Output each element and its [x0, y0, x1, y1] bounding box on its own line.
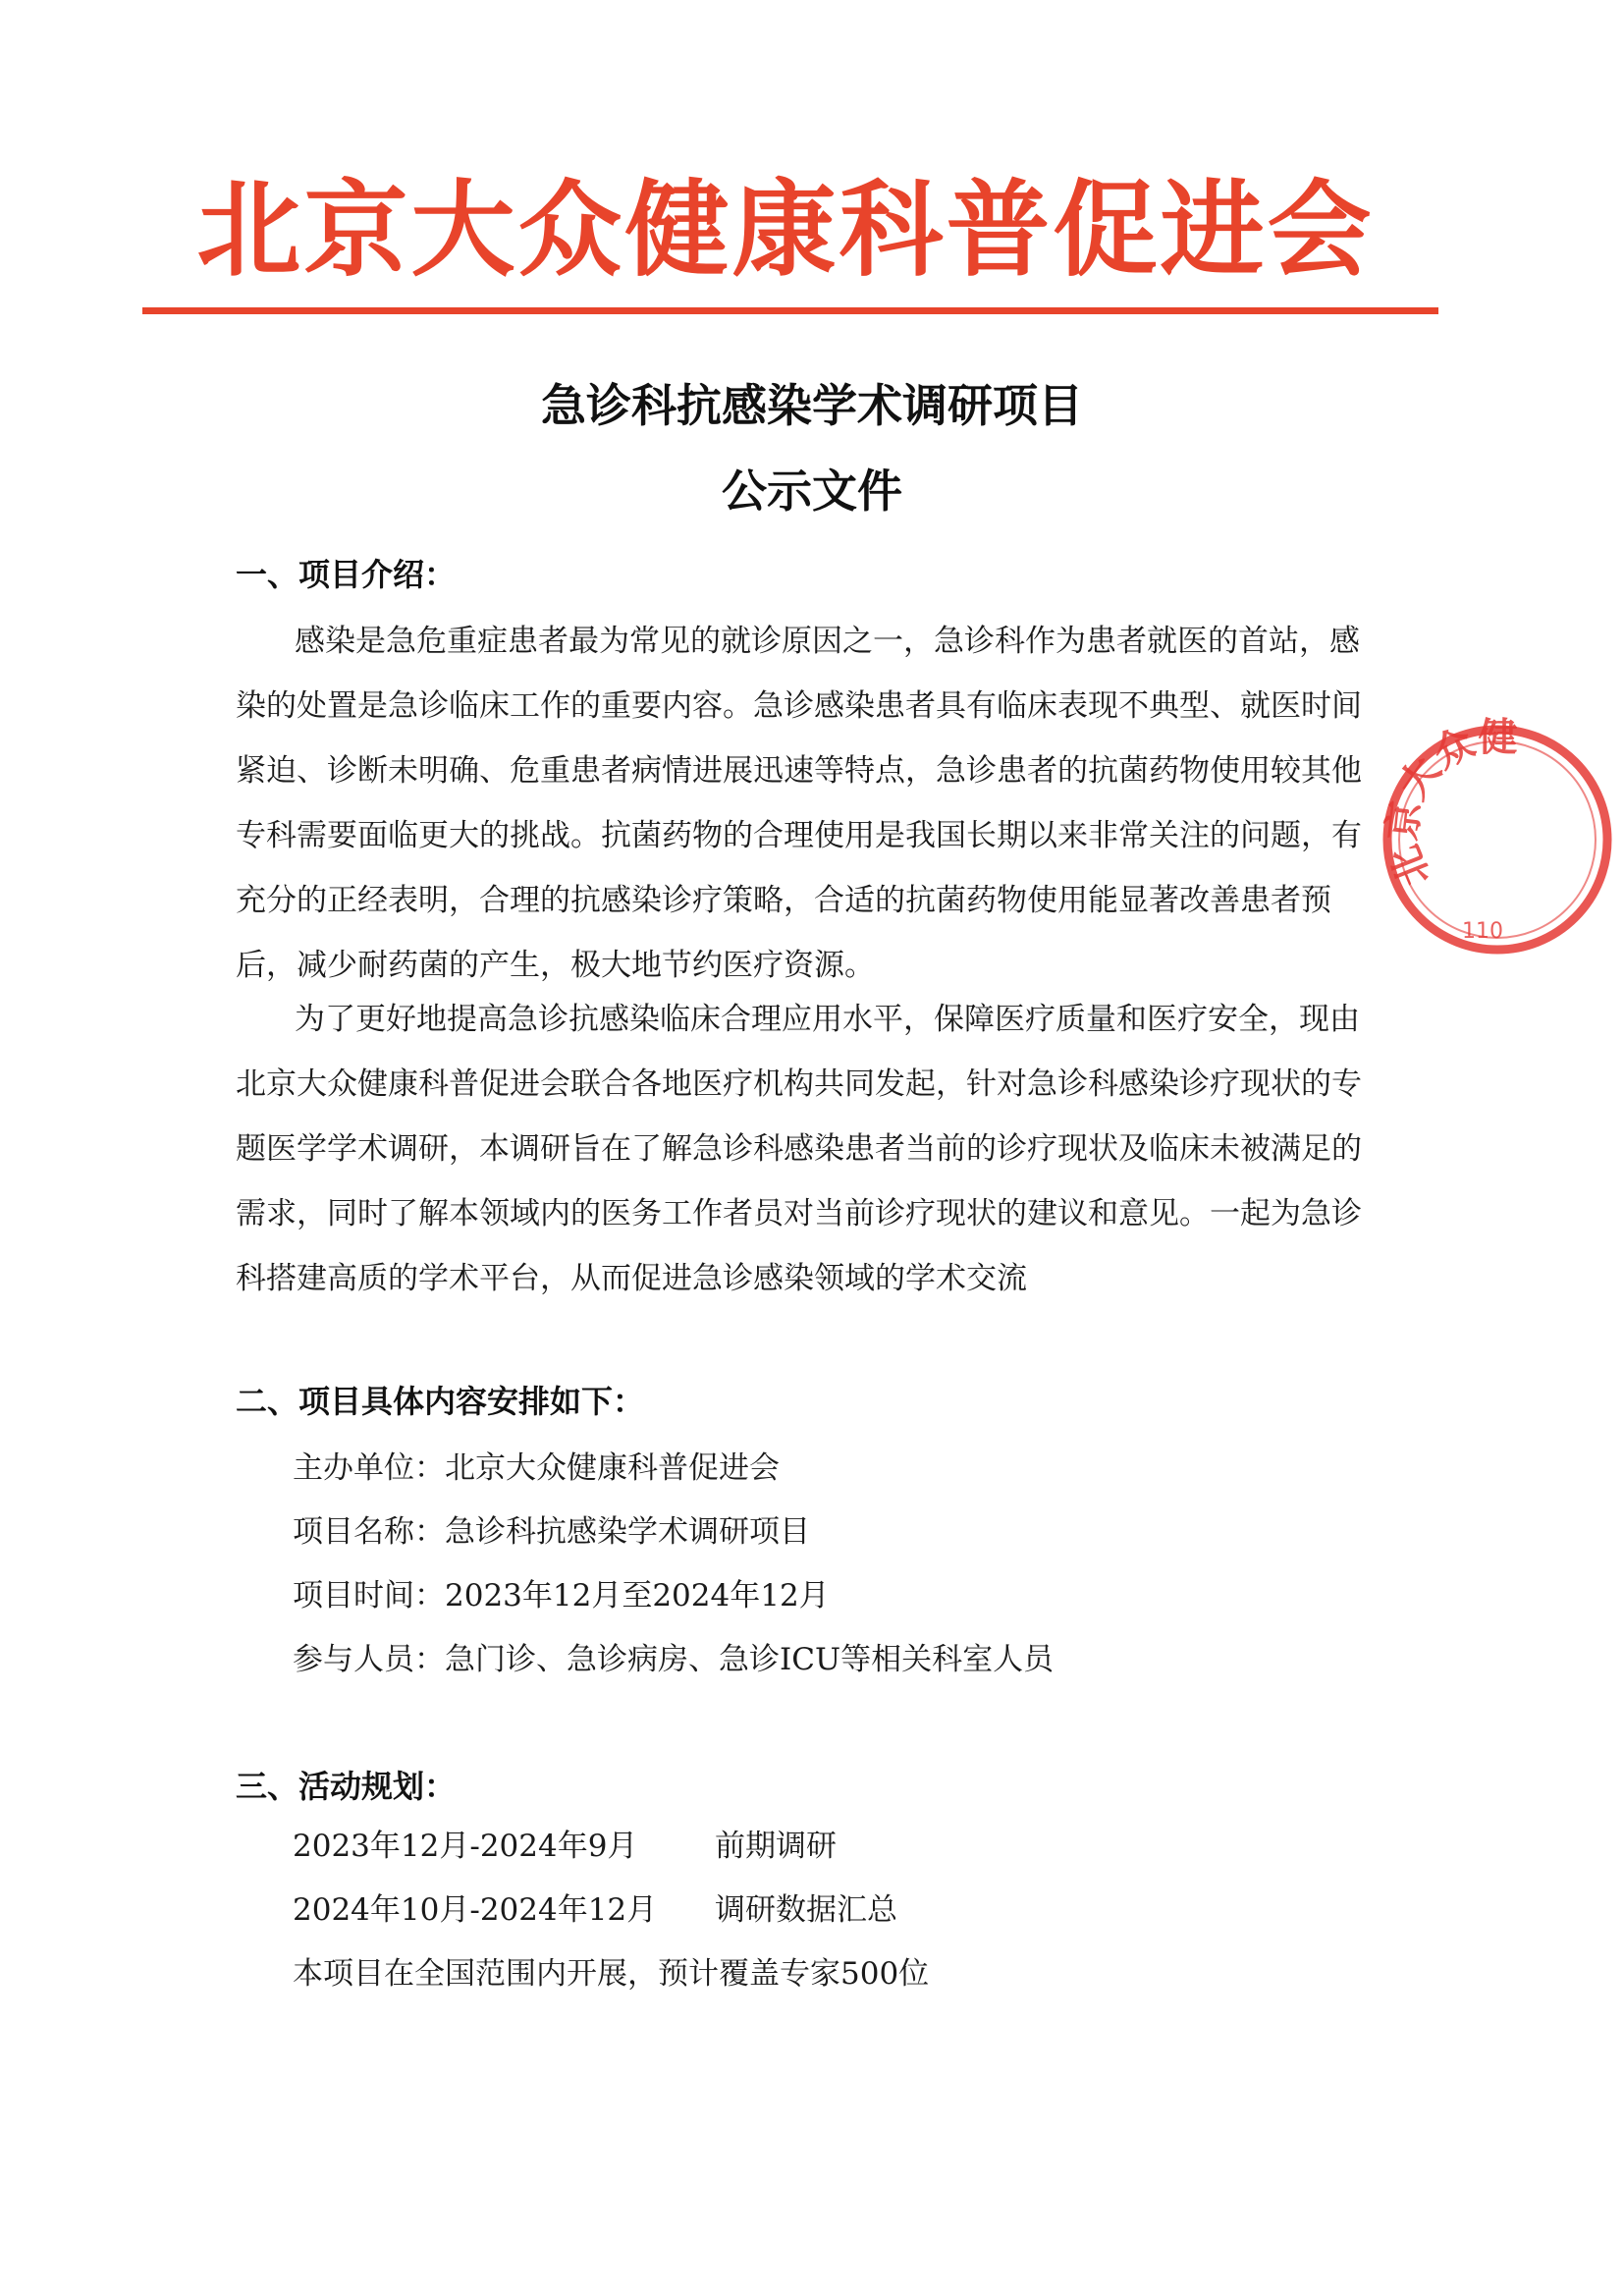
paragraph-text: 为了更好地提高急诊抗感染临床合理应用水平，保障医疗质量和医疗安全，现由北京大众健康科普促进会联合各地医疗机构共同发起，针对急诊科感染诊疗现状的专题医学学术调研，本调研旨在了解急诊科感染患者当前的诊疗现状及临床未被满足的需求，同时了解本领域内的医务工作者员对当前诊疗现状的建议和意见。一起为急诊科搭建高质的学术平台，从而促进急诊感染领域的学术交流	[236, 1002, 1362, 1296]
info-project-time: 项目时间：2023年12月至2024年12月	[293, 1578, 830, 1613]
info-participants: 参与人员：急门诊、急诊病房、急诊ICU等相关科室人员	[293, 1642, 1055, 1677]
letterhead-org-name: 北京大众健康科普促进会	[196, 170, 1375, 291]
section-1-paragraph-2	[236, 987, 1375, 1311]
info-organizer: 主办单位：北京大众健康科普促进会	[293, 1450, 780, 1486]
plan-note: 本项目在全国范围内开展，预计覆盖专家500位	[293, 1956, 930, 1992]
activity-plan	[293, 1815, 1373, 2006]
paragraph-text: 感染是急危重症患者最为常见的就诊原因之一，急诊科作为患者就医的首站，感染的处置是急诊临床工作的重要内容。急诊感染患者具有临床表现不典型、就医时间紧迫、诊断未明确、危重患者病情进展迅速等特点，急诊患者的抗菌药物使用较其他专科需要面临更大的挑战。抗菌药物的合理使用是我国长期以来非常关注的问题，有充分的正经表明，合理的抗感染诊疗策略，合适的抗菌药物使用能显著改善患者预后，减少耐药菌的产生，极大地节约医疗资源。	[236, 624, 1362, 983]
section-2-heading: 二、项目具体内容安排如下：	[236, 1383, 645, 1420]
section-1-paragraph-1	[236, 609, 1375, 998]
document-subtitle: 公示文件	[722, 465, 902, 518]
plan-period: 2024年10月-2024年12月	[293, 1892, 658, 1928]
plan-task: 调研数据汇总	[715, 1892, 897, 1928]
seal-text: 北京大众健	[1380, 715, 1518, 893]
section-1-heading: 一、项目介绍：	[236, 556, 457, 593]
section-3-heading: 三、活动规划：	[236, 1768, 457, 1805]
project-info-list	[293, 1437, 1373, 1692]
plan-row	[293, 1879, 1373, 1942]
letterhead-rule	[142, 307, 1438, 314]
plan-period: 2023年12月-2024年9月	[293, 1829, 638, 1864]
seal-stamp-icon	[1370, 712, 1624, 967]
info-project-name: 项目名称：急诊科抗感染学术调研项目	[293, 1514, 810, 1550]
document-title: 急诊科抗感染学术调研项目	[541, 379, 1083, 432]
plan-task: 前期调研	[715, 1829, 837, 1864]
seal-code: 110	[1462, 919, 1503, 944]
plan-row	[293, 1815, 1373, 1879]
svg-text:北京大众健	[1380, 715, 1518, 892]
